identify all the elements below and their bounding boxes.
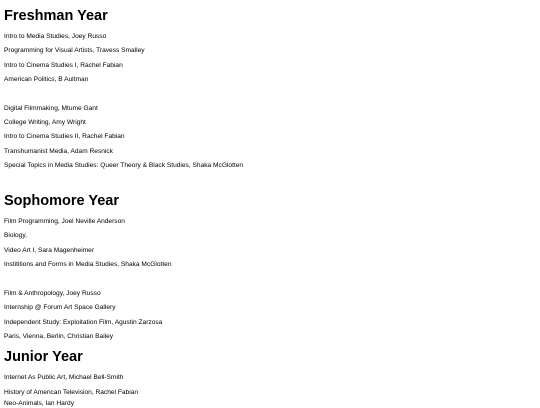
course-item: American Politics, B Aultman: [4, 76, 89, 83]
course-item: Video Art I, Sara Magenheimer: [4, 247, 95, 254]
course-item: Internet As Public Art, Michael Bell-Smith: [4, 374, 124, 381]
course-item: Film & Anthropology, Joey Russo: [4, 290, 101, 297]
section-heading-junior: Junior Year: [4, 349, 83, 365]
section-heading-freshman: Freshman Year: [4, 8, 108, 24]
course-item: Digital Filmmaking, Mtume Gant: [4, 105, 98, 112]
course-item: Paris, Vienna, Berlin, Christian Bailey: [4, 333, 114, 340]
course-item: College Writing, Amy Wright: [4, 119, 86, 126]
course-item: Independent Study: Exploitation Film, Agustin Zarzosa: [4, 319, 163, 326]
course-item: Instititions and Forms in Media Studies, Shaka McGlotten: [4, 261, 172, 268]
course-item: Internship @ Forum Art Space Gallery: [4, 304, 116, 311]
course-item: Neo-Animals, Ian Hardy: [4, 400, 74, 407]
course-item: Film Programming, Joel Neville Anderson: [4, 218, 125, 225]
course-item: Intro to Cinema Studies I, Rachel Fabian: [4, 62, 123, 69]
course-item: Transhumanist Media, Adam Resnick: [4, 148, 113, 155]
course-item: Biology,: [4, 232, 27, 239]
course-item: Intro to Cinema Studies II, Rachel Fabian: [4, 133, 125, 140]
section-heading-sophomore: Sophomore Year: [4, 193, 119, 209]
course-item: Special Topics in Media Studies: Queer Theory & Black Studies, Shaka McGlotten: [4, 162, 244, 169]
course-item: Intro to Media Studies, Joey Russo: [4, 33, 107, 40]
course-item: History of American Television, Rachel Fabian: [4, 389, 139, 396]
course-item: Programming for Visual Artists, Travess Smalley: [4, 47, 145, 54]
page: [4, 0, 540, 405]
